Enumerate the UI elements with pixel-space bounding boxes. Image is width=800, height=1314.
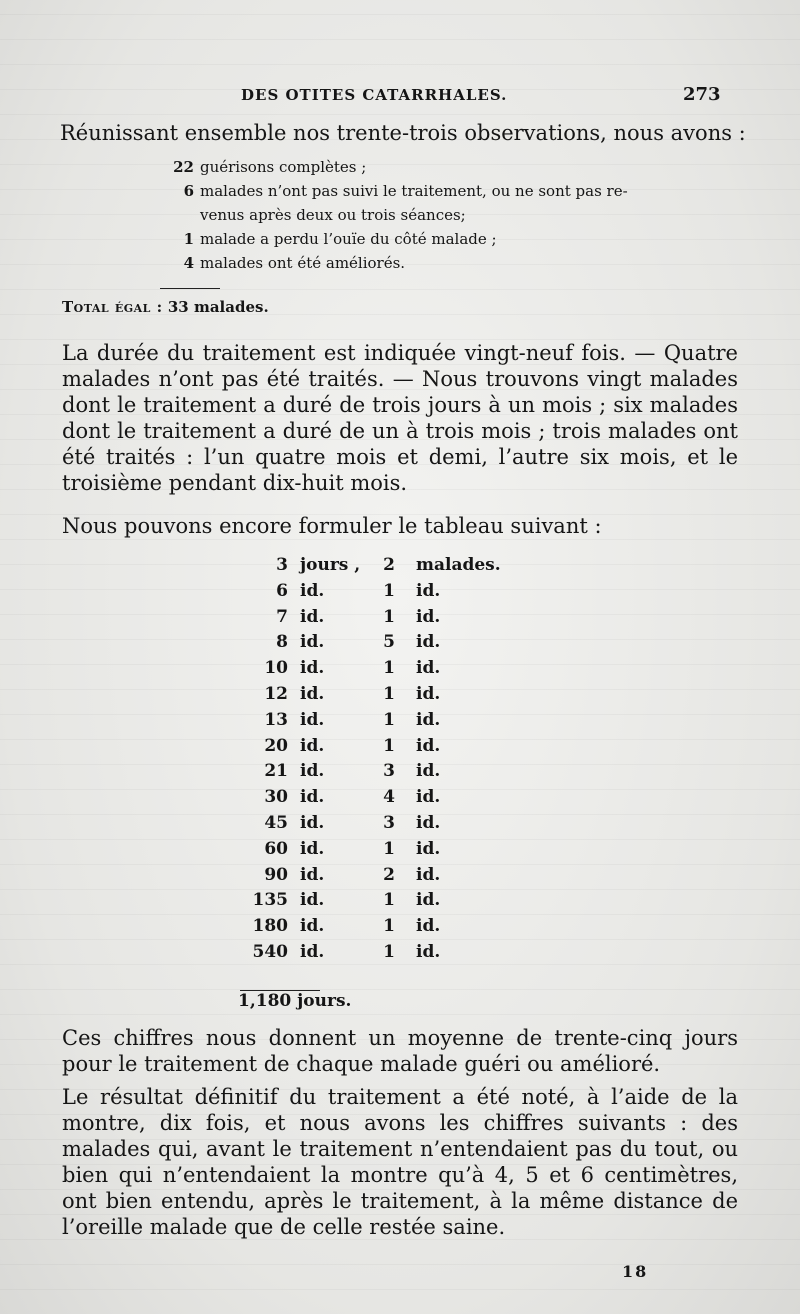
summary-total <box>62 298 269 316</box>
days-cell: 60 <box>264 838 288 859</box>
count-cell: 1 <box>383 735 395 756</box>
signature-mark: 18 <box>622 1262 649 1281</box>
running-header <box>0 84 800 110</box>
item-text: malade a perdu l’ouïe du côté malade ; <box>200 230 497 248</box>
table-row <box>230 632 530 658</box>
total-label: Total égal : <box>62 298 163 316</box>
running-title: DES OTITES CATARRHALES. <box>241 86 508 104</box>
table-row <box>230 581 530 607</box>
label-cell: id. <box>416 606 441 627</box>
table-row <box>230 736 530 762</box>
label-cell: id. <box>416 864 441 885</box>
unit-cell: id. <box>300 890 325 911</box>
unit-cell: id. <box>300 658 325 679</box>
label-cell: id. <box>416 812 441 833</box>
list-item <box>160 254 730 278</box>
count-cell: 1 <box>383 838 395 859</box>
item-count: 22 <box>173 158 194 176</box>
duration-table <box>230 555 530 968</box>
label-cell: id. <box>416 916 441 937</box>
table-row <box>230 813 530 839</box>
total-value: 33 malades. <box>167 298 269 316</box>
item-text: venus après deux ou trois séances; <box>200 206 466 224</box>
label-cell: id. <box>416 735 441 756</box>
list-item <box>160 182 730 206</box>
page-number: 273 <box>683 84 721 105</box>
item-text: malades n’ont pas suivi le traitement, ou ne sont pas re- <box>200 182 628 200</box>
label-cell: id. <box>416 761 441 782</box>
unit-cell: id. <box>300 580 325 601</box>
unit-cell: id. <box>300 812 325 833</box>
days-cell: 180 <box>252 916 288 937</box>
unit-cell: id. <box>300 787 325 808</box>
count-cell: 4 <box>383 787 395 808</box>
table-row <box>230 761 530 787</box>
table-row <box>230 710 530 736</box>
summary-list <box>160 158 730 278</box>
count-cell: 2 <box>383 864 395 885</box>
unit-cell: id. <box>300 735 325 756</box>
unit-cell: jours , <box>300 555 361 575</box>
days-cell: 12 <box>264 683 288 704</box>
item-count: 1 <box>183 230 194 248</box>
table-row <box>230 684 530 710</box>
days-cell: 8 <box>276 632 288 653</box>
table-row <box>230 555 530 581</box>
table-row <box>230 865 530 891</box>
table-row <box>230 916 530 942</box>
paragraph-result: Le résultat définitif du traitement a été noté, à l’aide de la montre, dix fois, et nous avons les chiffres suivants : des malades qui, avant le traitement n’entendaient pas du tout, ou bien qui n’entendaient la montre qu’à 4, 5 et 6 centimètres, ont bien entendu, après le traitement, à la même distance de l’oreille malade que de celle restée saine. <box>62 1085 738 1239</box>
table-row <box>230 607 530 633</box>
label-cell: id. <box>416 787 441 808</box>
item-count: 6 <box>183 182 194 200</box>
count-cell: 1 <box>383 580 395 601</box>
table-row <box>230 658 530 684</box>
count-cell: 1 <box>383 890 395 911</box>
count-cell: 1 <box>383 941 395 962</box>
label-cell: malades. <box>416 555 501 575</box>
days-cell: 10 <box>264 658 288 679</box>
paragraph-average: Ces chiffres nous donnent un moyenne de trente-cinq jours pour le traitement de chaque malade guéri ou amélioré. <box>62 1026 738 1076</box>
days-cell: 6 <box>276 580 288 601</box>
sum-rule <box>160 288 220 289</box>
table-row <box>230 890 530 916</box>
count-cell: 1 <box>383 916 395 937</box>
label-cell: id. <box>416 709 441 730</box>
unit-cell: id. <box>300 761 325 782</box>
paragraph-duration: La durée du traitement est indiquée vingt-neuf fois. — Quatre malades n’ont pas été traités. — Nous trouvons vingt malades dont le traitement a duré de trois jours à un mois ; six malades dont le traitement a duré de un à trois mois ; trois malades ont été traités : l’un quatre mois et demi, l’autre six mois, et le troisième pendant dix-huit mois. <box>62 341 738 495</box>
count-cell: 3 <box>383 761 395 782</box>
days-cell: 3 <box>276 555 288 575</box>
item-text: malades ont été améliorés. <box>200 254 406 272</box>
list-item <box>160 158 730 182</box>
days-cell: 13 <box>264 709 288 730</box>
list-item <box>160 230 730 254</box>
count-cell: 2 <box>383 555 395 575</box>
unit-cell: id. <box>300 838 325 859</box>
unit-cell: id. <box>300 683 325 704</box>
days-cell: 90 <box>264 864 288 885</box>
list-item-continuation <box>160 206 730 230</box>
label-cell: id. <box>416 580 441 601</box>
count-cell: 3 <box>383 812 395 833</box>
label-cell: id. <box>416 890 441 911</box>
table-row <box>230 787 530 813</box>
days-cell: 540 <box>252 941 288 962</box>
count-cell: 1 <box>383 658 395 679</box>
days-cell: 135 <box>252 890 288 911</box>
intro-sentence: Réunissant ensemble nos trente-trois observations, nous avons : <box>60 121 746 145</box>
table-total: 1,180 jours. <box>238 991 352 1011</box>
item-text: guérisons complètes ; <box>200 158 367 176</box>
unit-cell: id. <box>300 632 325 653</box>
days-cell: 30 <box>264 787 288 808</box>
unit-cell: id. <box>300 941 325 962</box>
days-cell: 7 <box>276 606 288 627</box>
label-cell: id. <box>416 941 441 962</box>
count-cell: 1 <box>383 683 395 704</box>
label-cell: id. <box>416 632 441 653</box>
unit-cell: id. <box>300 606 325 627</box>
paragraph-table-intro: Nous pouvons encore formuler le tableau suivant : <box>62 514 602 538</box>
item-count: 4 <box>183 254 194 272</box>
table-row <box>230 839 530 865</box>
unit-cell: id. <box>300 916 325 937</box>
days-cell: 21 <box>264 761 288 782</box>
days-cell: 20 <box>264 735 288 756</box>
label-cell: id. <box>416 658 441 679</box>
count-cell: 5 <box>383 632 395 653</box>
label-cell: id. <box>416 683 441 704</box>
count-cell: 1 <box>383 709 395 730</box>
label-cell: id. <box>416 838 441 859</box>
days-cell: 45 <box>264 812 288 833</box>
table-row <box>230 942 530 968</box>
count-cell: 1 <box>383 606 395 627</box>
unit-cell: id. <box>300 709 325 730</box>
unit-cell: id. <box>300 864 325 885</box>
